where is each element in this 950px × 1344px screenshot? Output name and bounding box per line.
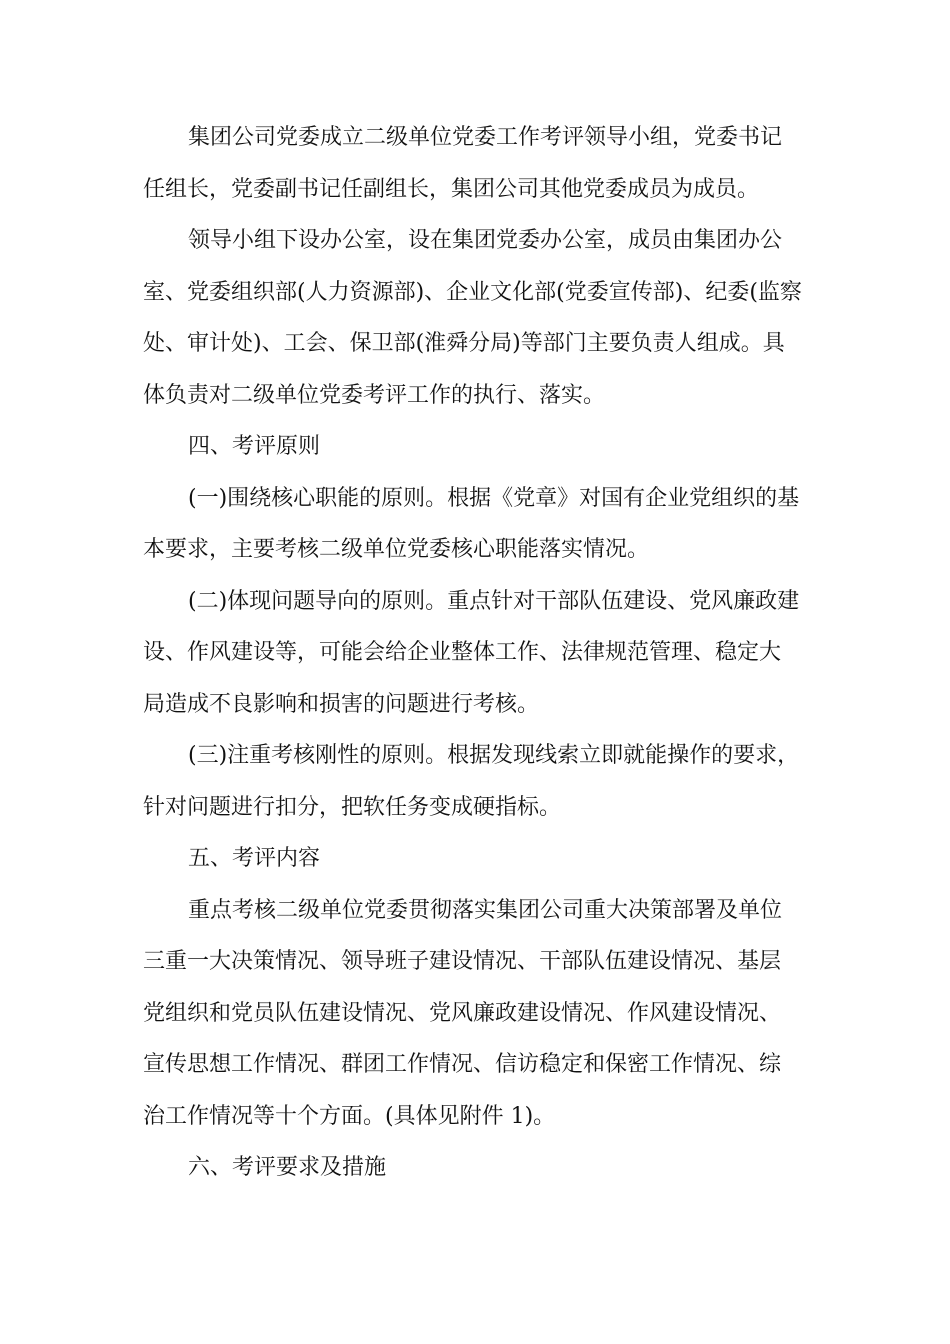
text-line: 任组长，党委副书记任副组长，集团公司其他党委成员为成员。 xyxy=(143,176,760,202)
heading-text: 六、考评要求及措施 xyxy=(188,1155,387,1180)
paragraph-leadership-group xyxy=(143,112,813,215)
text-line: 本要求，主要考核二级单位党委核心职能落实情况。 xyxy=(143,537,650,562)
text-line: 设、作风建设等，可能会给企业整体工作、法律规范管理、稳定大 xyxy=(143,640,782,665)
section-heading-content xyxy=(143,833,813,885)
text-line: (一)围绕核心职能的原则。根据《党章》对国有企业党组织的基 xyxy=(188,485,800,511)
text-line: 集团公司党委成立二级单位党委工作考评领导小组，党委书记 xyxy=(188,125,783,150)
heading-text: 五、考评内容 xyxy=(188,846,321,871)
text-line: (三)注重考核刚性的原则。根据发现线索立即就能操作的要求， xyxy=(188,743,800,768)
heading-text: 四、考评原则 xyxy=(188,434,321,459)
section-heading-principles xyxy=(143,421,813,473)
text-line: 重点考核二级单位党委贯彻落实集团公司重大决策部署及单位 xyxy=(188,897,783,923)
text-line: 体负责对二级单位党委考评工作的执行、落实。 xyxy=(143,382,606,408)
text-line: 局造成不良影响和损害的问题进行考核。 xyxy=(143,691,540,717)
document-body xyxy=(143,112,813,1194)
text-line: 处、审计处)、工会、保卫部(淮舜分局)等部门主要负责人组成。具 xyxy=(143,331,785,356)
paragraph-principle-3 xyxy=(143,730,813,833)
paragraph-principle-2 xyxy=(143,576,813,731)
text-line: 室、党委组织部(人力资源部)、企业文化部(党委宣传部)、纪委(监察 xyxy=(143,279,802,305)
text-line: 治工作情况等十个方面。(具体见附件 1)。 xyxy=(143,1103,556,1129)
paragraph-principle-1 xyxy=(143,473,813,576)
text-line: (二)体现问题导向的原则。重点针对干部队伍建设、党风廉政建 xyxy=(188,588,800,614)
text-line: 三重一大决策情况、领导班子建设情况、干部队伍建设情况、基层 xyxy=(143,949,782,974)
text-line: 宣传思想工作情况、群团工作情况、信访稳定和保密工作情况、综 xyxy=(143,1052,782,1077)
paragraph-office xyxy=(143,215,813,421)
paragraph-evaluation-content xyxy=(143,885,813,1143)
section-heading-requirements xyxy=(143,1142,813,1194)
text-line: 党组织和党员队伍建设情况、党风廉政建设情况、作风建设情况、 xyxy=(143,1000,782,1026)
text-line: 领导小组下设办公室，设在集团党委办公室，成员由集团办公 xyxy=(188,228,783,253)
text-line: 针对问题进行扣分，把软任务变成硬指标。 xyxy=(143,794,562,820)
